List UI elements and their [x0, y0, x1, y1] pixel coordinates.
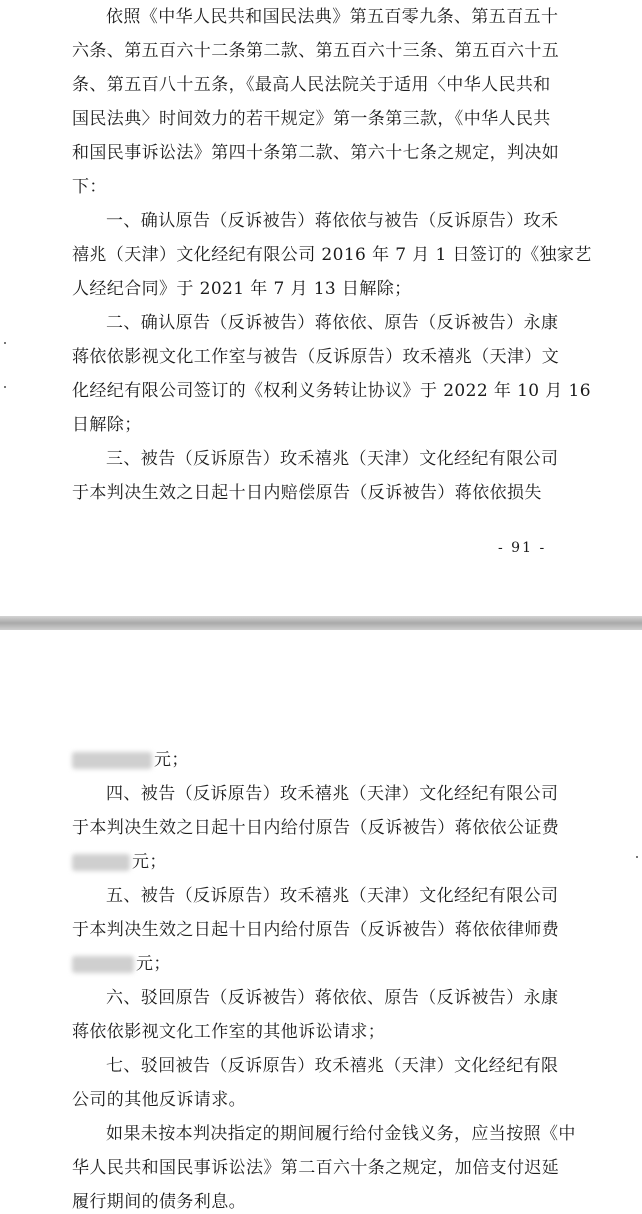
page-number: - 91 -: [498, 540, 547, 556]
text-line: 履行期间的债务利息。: [72, 1192, 246, 1212]
text-line: 蒋依依影视文化工作室的其他诉讼请求；: [72, 1022, 386, 1042]
text-line: 于本判决生效之日起十日内给付原告（反诉被告）蒋依依律师费: [72, 920, 560, 940]
text-line: 日解除；: [72, 415, 142, 435]
text-line: 禧兆（天津）文化经纪有限公司 2016 年 7 月 1 日签订的《独家艺: [72, 245, 592, 265]
text-line: 元；: [72, 952, 171, 976]
text-line: 一、确认原告（反诉被告）蒋依依与被告（反诉原告）玫禾: [106, 211, 559, 231]
page-separator: [0, 616, 642, 630]
text-line: 下：: [72, 177, 107, 197]
scan-mark: [4, 386, 6, 388]
scan-mark: [636, 856, 638, 858]
text-line: 二、确认原告（反诉被告）蒋依依、原告（反诉被告）永康: [106, 313, 559, 333]
text-line: 于本判决生效之日起十日内赔偿原告（反诉被告）蒋依依损失: [72, 483, 542, 503]
redacted-amount: [72, 854, 130, 871]
text-line: 依照《中华人民共和国民法典》第五百零九条、第五百五十: [106, 7, 559, 27]
text-line: 元；: [72, 850, 167, 874]
text-line: 蒋依依影视文化工作室与被告（反诉原告）玫禾禧兆（天津）文: [72, 347, 560, 367]
scan-mark: [4, 342, 6, 344]
text-line: 公司的其他反诉请求。: [72, 1090, 246, 1110]
text-line: 元；: [72, 748, 189, 772]
text-line: 四、被告（反诉原告）玫禾禧兆（天津）文化经纪有限公司: [106, 784, 559, 804]
text-line: 化经纪有限公司签订的《权利义务转让协议》于 2022 年 10 月 16: [72, 381, 591, 401]
text-line: 国民法典〉时间效力的若干规定》第一条第三款，《中华人民共: [72, 109, 551, 129]
text-line: 华人民共和国民事诉讼法》第二百六十条之规定，加倍支付迟延: [72, 1158, 560, 1178]
text-line: 六条、第五百六十二条第二款、第五百六十三条、第五百六十五: [72, 41, 560, 61]
redacted-amount: [72, 956, 134, 973]
text-line: 五、被告（反诉原告）玫禾禧兆（天津）文化经纪有限公司: [106, 886, 559, 906]
text-line: 于本判决生效之日起十日内给付原告（反诉被告）蒋依依公证费: [72, 818, 560, 838]
text-line: 条、第五百八十五条，《最高人民法院关于适用〈中华人民共和: [72, 75, 551, 95]
document-page-92: [0, 630, 642, 1212]
text-line: 三、被告（反诉原告）玫禾禧兆（天津）文化经纪有限公司: [106, 449, 559, 469]
text-line: 和国民事诉讼法》第四十条第二款、第六十七条之规定，判决如: [72, 143, 560, 163]
text-line: 七、驳回被告（反诉原告）玫禾禧兆（天津）文化经纪有限: [106, 1056, 559, 1076]
redacted-amount: [72, 752, 152, 769]
text-line: 如果未按本判决指定的期间履行给付金钱义务，应当按照《中: [106, 1124, 576, 1144]
text-line: 六、驳回原告（反诉被告）蒋依依、原告（反诉被告）永康: [106, 988, 559, 1008]
text-line: 人经纪合同》于 2021 年 7 月 13 日解除；: [72, 279, 412, 299]
